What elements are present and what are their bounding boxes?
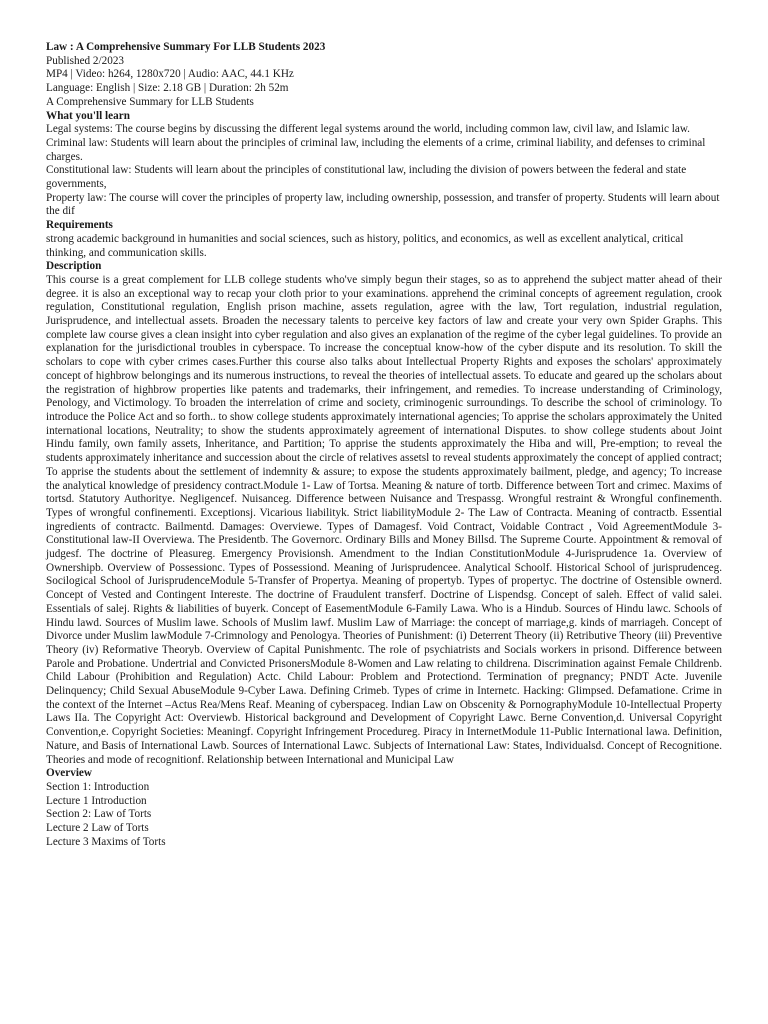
overview-item: Section 1: Introduction bbox=[46, 780, 150, 793]
language-info: Language: English | Size: 2.18 GB | Duration: 2h 52m bbox=[46, 82, 289, 95]
overview-item: Lecture 1 Introduction bbox=[46, 794, 147, 807]
learn-item: Criminal law: Students will learn about the principles of criminal law, including the elements of a crime, criminal liability, and defenses to criminal charges. bbox=[46, 136, 706, 163]
requirements-text: strong academic background in humanities and social sciences, such as history, politics, and economics, as well as excellent analytical, critical thinking, and communication skills. bbox=[46, 232, 684, 259]
learn-heading: What you'll learn bbox=[46, 109, 130, 122]
published-date: Published 2/2023 bbox=[46, 54, 125, 67]
learn-item: Legal systems: The course begins by discussing the different legal systems around the world, including common law, civil law, and Islamic law. bbox=[46, 123, 690, 136]
requirements-heading: Requirements bbox=[46, 219, 113, 232]
overview-item: Section 2: Law of Torts bbox=[46, 808, 152, 821]
description-text: This course is a great complement for LLB college students who've simply begun their stages, so as to apprehend the subject matter ahead of their degree. it is also an exceptional way to recap your cloth prior to your examinations. apprehend the criminal concepts of agreement regulation, crook regulation, Constitutional regulation, English prison machine, assets regulation, agree with the law, Tort regulation, industrial regulation, Jurisprudence, and intellectual assets. Broaden the necessary talents to perceive key factors of law and create your very own Spider Graphs. This complete law course gives a clean insight into cyber regulation and also gives an explanation of the regime of the cyber legal guidelines. To provide an explanation for the jurisdictional troubles in cyberspace. To increase the conceptual know-how of the cyber dispute and its resolution. To skill the scholars to cope with cyber crimes cases.Further this course also talks about Intellectual Property Rights and exposes the scholars' approximately concept of highbrow belongings and its numerous instructions, to reveal the theories of intellectual assets. To educate and geared up the scholars about the registration of highbrow properties like patents and trademarks, their infringement, and remedies. To increase understanding of Criminology, Penology, and Victimology. To broaden the interrelation of crime and society, criminogenic surroundings. To describe the school of criminology. To introduce the Police Act and so forth.. to show college students approximately international agencies; To apprise the scholars approximately the United international locations, Neutrality; to show the students approximately agreement of international Disputes. to show college students about Joint Hindu family, own family assets, Inheritance, and Partition; To apprise the students approximately the Hiba and will, Pre-emption; to reveal the students approximately inheritance and succession about the circle of relatives assetsl to reveal students approximately the concept of applied contract; To apprise the students about the settlement of indemnity & assure; to expose the students approximately bailment, pledge, and agency; To increase the analytical knowledge of presidency contract.Module 1- Law of Tortsa. Meaning & nature of tortb. Difference between Tort and crimec. Maxims of tortsd. Statutory Authoritye. Negligencef. Nuisanceg. Difference between Nuisance and Trespassg. Wrongful restraint & Wrongful confinementh. Types of wrongful confinementi. Exceptionsj. Vicarious liabilityk. Strict liabilityModule 2- The Law of Contracta. Meaning of contractb. Essential ingredients of contractc. Bailmentd. Damages: Overviewe. Types of Damagesf. Void Contract, Voidable Contract , Void AgreementModule 3-Constitutional law-II Overviewa. The Presidentb. The Governorc. Ordinary Bills and Money Billsd. The Supreme Courte. Appointment & removal of judgesf. The doctrine of Pleasureg. Emergency Provisionsh. Amendment to the Indian ConstitutionModule 4-Jurisprudence 1a. Overview of Ownershipb. Overview of Possessionc. Types of Possessiond. Meaning of Jurisprudencee. Analytical Schoolf. Historical School of jurisprudenceg. Socilogical School of JurisprudenceModule 5-Transfer of Propertya. Meaning of propertyb. Types of propertyc. The doctrine of Ostensible ownerd. Concept of Vested and Contingent Intereste. The doctrine of Fraudulent transferf. Doctrine of Lispendsg. Concept of saleh. Effect of valid salei. Essentials of salej. Rights & liabilities of buyerk. Concept of EasementModule 6-Family Lawa. Who is a Hindub. Sources of Hindu lawc. Schools of Hindu lawd. Sources of Muslim lawe. Schools of Muslim lawf. Muslim Law of Marriage: the concept of marriage,g. kinds of marriageh. Concept of Divorce under Muslim lawModule 7-Crimnology and Penologya. Theories of Punishment: (i) Deterrent Theory (ii) Retributive Theory (iii) Preventive Theory (iv) Reformative Theoryb. Overview of Capital Punishmentc. The role of psychiatrists and Socials workers in prisond. Difference between Parole and Probatione. Undertrial and Convicted PrisonersModule 8-Women and Law relating to childrena. Discrimination against Female Childrenb. Child Labour (Prohibition and Regulation) Actc. Child Labour: Problem and Protectiond. Termination of pregnancy; PNDT Acte. Juvenile Delinquency; Child Sexual AbuseModule 9-Cyber Lawa. Defining Crimeb. Types of crime in Internetc. Hacking: Glimpsed. Defamatione. Crime in the context of the Internet –Actus Rea/Mens Reaf. Meaning of cyberspaceg. Indian Law on Obscenity & PornographyModule 10-Intellectual Property Laws IIa. The Copyright Act: Overviewb. Historical background and Development of Copyright Lawc. Berne Convention,d. Universal Copyright Convention,e. Copyright Societies: Meaningf. Copyright Infringement Procedureg. Piracy in InternetModule 11-Public International lawa. Definition, Nature, and Basis of International Lawb. Sources of International Lawc. Subjects of International Law: States, Individualsd. Concept of Recognitione. Theories and mode of recognitionf. Relationship between International and Municipal Law bbox=[46, 273, 722, 766]
description-heading: Description bbox=[46, 260, 102, 273]
overview-heading: Overview bbox=[46, 767, 92, 780]
learn-item: Constitutional law: Students will learn about the principles of constitutional law, including the division of powers between the federal and state governments, bbox=[46, 164, 687, 191]
overview-item: Lecture 2 Law of Torts bbox=[46, 822, 149, 835]
course-subtitle: A Comprehensive Summary for LLB Students bbox=[46, 95, 254, 108]
learn-item: Property law: The course will cover the principles of property law, including ownership, possession, and transfer of property. Students will learn about the dif bbox=[46, 191, 720, 218]
document-title: Law : A Comprehensive Summary For LLB Students 2023 bbox=[46, 41, 326, 53]
overview-item: Lecture 3 Maxims of Torts bbox=[46, 835, 166, 848]
media-info: MP4 | Video: h264, 1280x720 | Audio: AAC, 44.1 KHz bbox=[46, 68, 294, 81]
